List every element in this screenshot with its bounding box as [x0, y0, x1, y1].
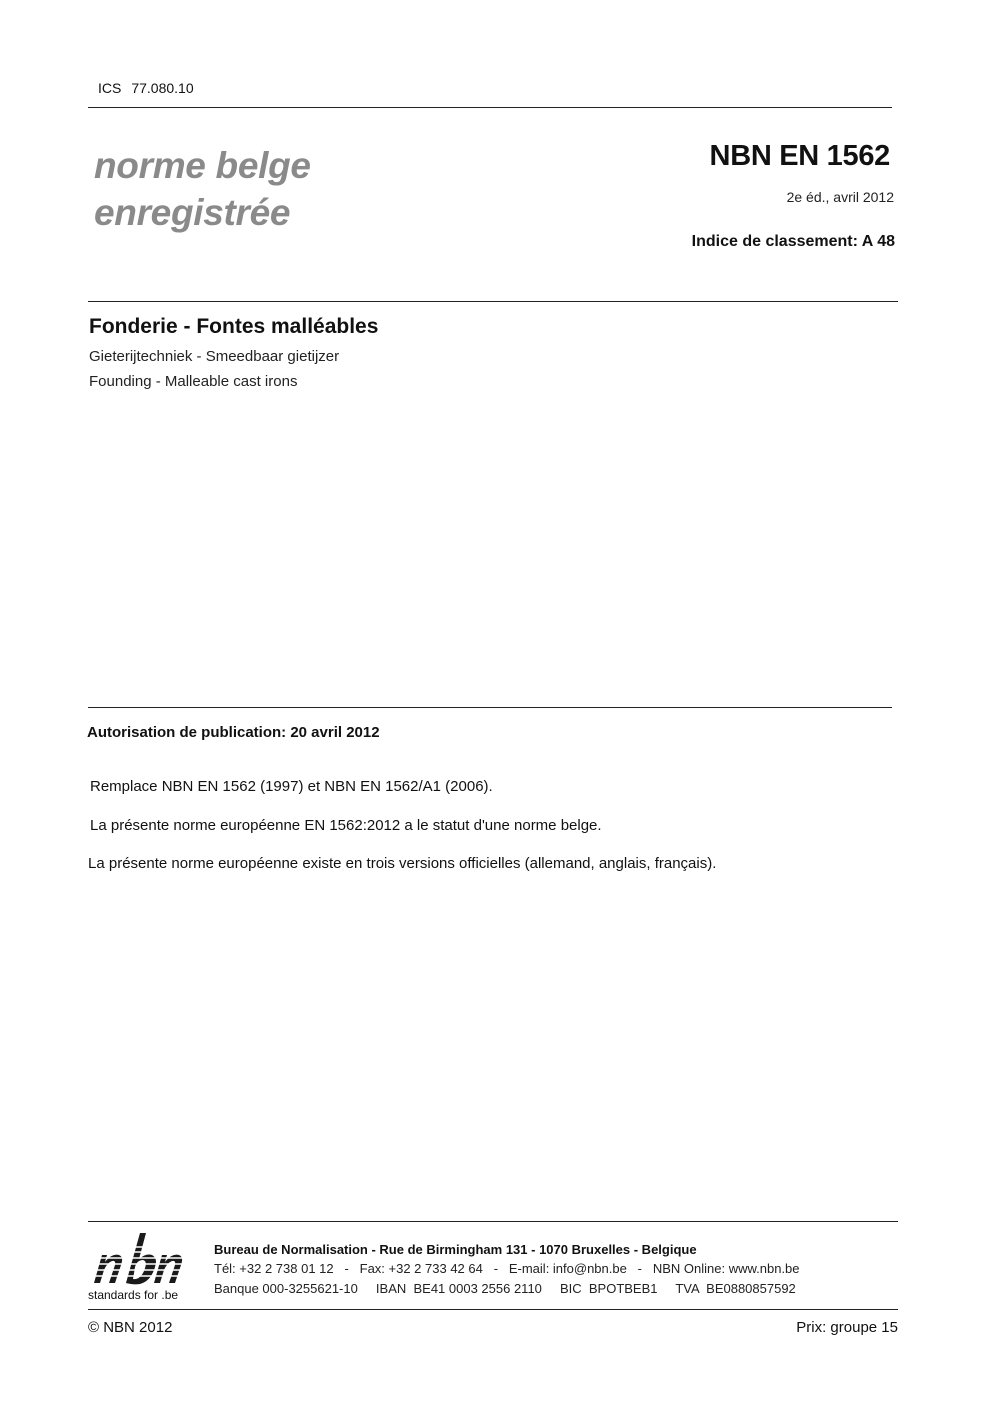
price-group: Prix: groupe 15	[796, 1319, 898, 1336]
versions-note: La présente norme européenne existe en trois versions officielles (allemand, anglais, français).	[88, 855, 717, 872]
publication-authorisation: Autorisation de publication: 20 avril 2012	[87, 724, 380, 741]
logo-tagline: standards for .be	[88, 1288, 179, 1302]
ics-number: 77.080.10	[131, 80, 194, 96]
replaces-note: Remplace NBN EN 1562 (1997) et NBN EN 1562/A1 (2006).	[90, 778, 493, 795]
footer-divider	[88, 1221, 898, 1222]
bottom-divider	[88, 1309, 898, 1310]
status-note: La présente norme européenne EN 1562:2012 a le statut d'une norme belge.	[90, 817, 602, 834]
classification-index: Indice de classement: A 48	[691, 233, 895, 250]
title-french: Fonderie - Fontes malléables	[89, 315, 379, 338]
norme-line-1: norme belge	[94, 145, 311, 186]
copyright: © NBN 2012	[88, 1319, 173, 1336]
publication-divider	[88, 707, 892, 708]
bureau-address: Bureau de Normalisation - Rue de Birmingham 131 - 1070 Bruxelles - Belgique	[214, 1242, 697, 1257]
title-dutch: Gieterijtechniek - Smeedbaar gietijzer	[89, 348, 340, 365]
contact-line: Tél: +32 2 738 01 12 - Fax: +32 2 733 42 64 - E-mail: info@nbn.be - NBN Online: www.nbn.be	[214, 1261, 800, 1276]
norme-belge-heading	[94, 142, 311, 236]
ics-code	[98, 80, 194, 96]
title-english: Founding - Malleable cast irons	[89, 373, 298, 390]
bank-line: Banque 000-3255621-10 IBAN BE41 0003 2556 2110 BIC BPOTBEB1 TVA BE0880857592	[214, 1281, 796, 1296]
header-divider	[88, 107, 892, 108]
norme-line-2: enregistrée	[94, 192, 291, 233]
title-divider	[88, 301, 898, 302]
ics-label: ICS	[98, 80, 122, 96]
edition-date: 2e éd., avril 2012	[786, 189, 894, 205]
standard-id: NBN EN 1562	[709, 140, 890, 172]
